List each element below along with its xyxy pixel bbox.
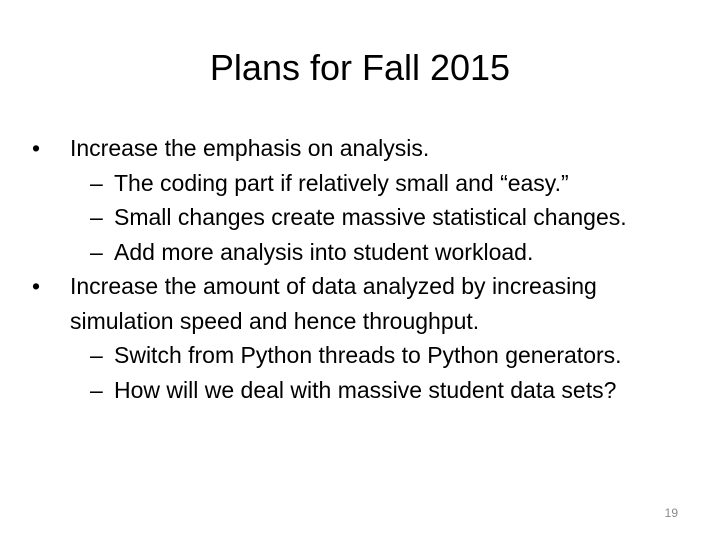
dash-mark: – [90, 376, 103, 403]
sub-bullet-text: Switch from Python threads to Python generators. [114, 342, 622, 368]
dash-mark: – [90, 204, 103, 230]
sub-bullet-item [30, 338, 700, 373]
sub-bullet-text: The coding part if relatively small and “easy.” [114, 169, 569, 196]
sub-bullet-text: Small changes create massive statistical changes. [114, 204, 627, 230]
sub-bullet-item [30, 373, 700, 408]
bullet-mark: • [32, 135, 41, 161]
sub-bullet-item [30, 166, 700, 201]
sub-bullet-item [30, 200, 700, 235]
bullet-item [30, 269, 700, 338]
dash-mark: – [90, 238, 103, 265]
dash-mark: – [90, 169, 103, 196]
bullet-item [30, 131, 700, 166]
dash-mark: – [90, 342, 103, 368]
bullet-text: Increase the emphasis on analysis. [70, 135, 430, 161]
sub-bullet-text: How will we deal with massive student data sets? [114, 376, 617, 403]
slide-title: Plans for Fall 2015 [209, 47, 511, 88]
bullet-mark: • [32, 273, 41, 299]
page-number: 19 [664, 506, 678, 520]
sub-bullet-text: Add more analysis into student workload. [114, 238, 534, 265]
sub-bullet-item [30, 235, 700, 270]
slide-body [30, 131, 700, 407]
bullet-text: Increase the amount of data analyzed by increasing simulation speed and hence throughput. [70, 273, 597, 334]
